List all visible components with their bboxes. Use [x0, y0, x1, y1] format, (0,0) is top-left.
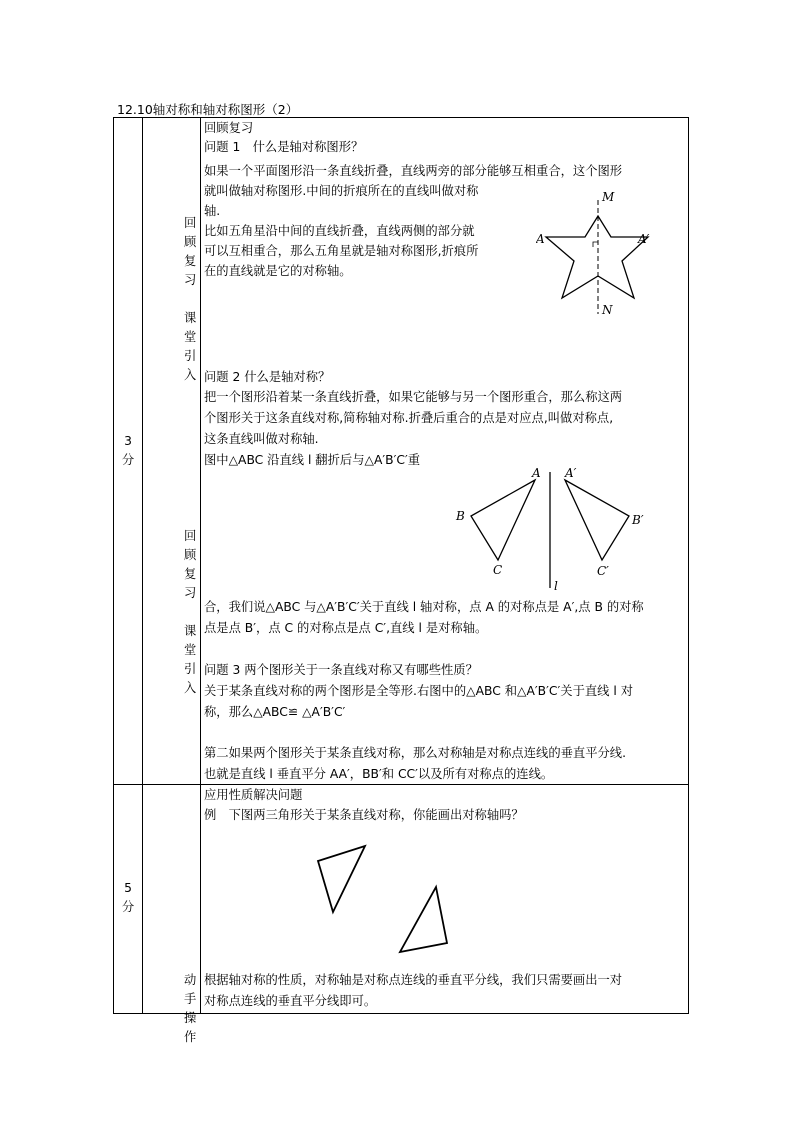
- paragraph-line: 对称点连线的垂直平分线即可。: [204, 994, 377, 1008]
- paragraph-line: 合，我们说△ABC 与△A′B′C′关于直线 l 轴对称，点 A 的对称点是 A′,点 B 的对称: [204, 600, 644, 614]
- label-a-prime: A′: [565, 466, 577, 480]
- document-title: 12.10轴对称和轴对称图形（2）: [117, 102, 299, 117]
- paragraph-line: 第二如果两个图形关于某条直线对称，那么对称轴是对称点连线的垂直平分线.: [204, 746, 627, 760]
- triangle-figure: [446, 464, 661, 596]
- paragraph-line: 比如五角星沿中间的直线折叠，直线两侧的部分就: [204, 224, 475, 238]
- paragraph-line: 这条直线叫做对称轴.: [204, 432, 319, 446]
- example-triangles: [311, 841, 456, 956]
- paragraph-line: 图中△ABC 沿直线 l 翻折后与△A′B′C′重: [204, 453, 421, 467]
- label-l: l: [554, 579, 558, 593]
- table-row: [114, 785, 689, 1014]
- lesson-table: [113, 117, 689, 1044]
- paragraph-line: 也就是直线 l 垂直平分 AA′，BB′和 CC′以及所有对称点的连线。: [204, 767, 554, 781]
- label-c: C: [493, 563, 503, 577]
- phase-label: 动手 操作: [184, 973, 197, 1044]
- paragraph-line: 轴.: [204, 204, 221, 218]
- example-question: 例 下图两三角形关于某条直线对称，你能画出对称轴吗？: [204, 808, 524, 822]
- time-label: 5 分: [121, 881, 135, 914]
- paragraph-line: 个图形关于这条直线对称,简称轴对称.折叠后重合的点是对应点,叫做对称点,: [204, 411, 614, 425]
- content-cell: [201, 785, 689, 1014]
- label-b: B: [456, 509, 465, 523]
- label-a: A: [532, 466, 541, 480]
- label-c-prime: C′: [597, 564, 609, 578]
- question-2-title: 问题 2 什么是轴对称？: [204, 370, 331, 384]
- time-cell: [114, 785, 143, 1014]
- paragraph-line: 在的直线就是它的对称轴。: [204, 264, 352, 278]
- star-label-n: N: [602, 303, 613, 317]
- phase-cell: [143, 118, 201, 785]
- star-label-m: M: [602, 190, 615, 204]
- star-label-a: A: [536, 232, 545, 246]
- paragraph-line: 点是点 B′，点 C 的对称点是点 C′,直线 l 是对称轴。: [204, 621, 488, 635]
- star-label-a-prime: A′: [638, 232, 650, 246]
- section-heading: 应用性质解决问题: [204, 788, 303, 802]
- paragraph-line: 称，那么△ABC≌ △A′B′C′: [204, 705, 346, 719]
- question-1-title: 问题 1 什么是轴对称图形？: [204, 140, 364, 154]
- paragraph-line: 可以互相重合，那么五角星就是轴对称图形,折痕所: [204, 244, 479, 258]
- time-label: 3 分: [121, 434, 135, 467]
- paragraph-line: 如果一个平面图形沿一条直线折叠，直线两旁的部分能够互相重合，这个图形: [204, 164, 623, 178]
- paragraph-line: 根据轴对称的性质，对称轴是对称点连线的垂直平分线，我们只需要画出一对: [204, 973, 623, 987]
- question-3-title: 问题 3 两个图形关于一条直线对称又有哪些性质？: [204, 663, 478, 677]
- star-figure: [536, 190, 666, 322]
- label-b-prime: B′: [632, 513, 644, 527]
- phase-label: 回顾 复习 课堂 引入: [184, 216, 197, 382]
- section-heading: 回顾复习: [204, 121, 254, 135]
- paragraph-line: 就叫做轴对称图形.中间的折痕所在的直线叫做对称: [204, 184, 479, 198]
- table-row: [114, 118, 689, 785]
- phase-cell: [143, 785, 201, 1044]
- phase-label: 回顾 复习 课堂 引入: [184, 529, 197, 695]
- content-cell: [201, 118, 689, 785]
- paragraph-line: 关于某条直线对称的两个图形是全等形.右图中的△ABC 和△A′B′C′关于直线 l 对: [204, 684, 634, 698]
- paragraph-line: 把一个图形沿着某一条直线折叠，如果它能够与另一个图形重合，那么称这两: [204, 390, 623, 404]
- time-cell: [114, 118, 143, 785]
